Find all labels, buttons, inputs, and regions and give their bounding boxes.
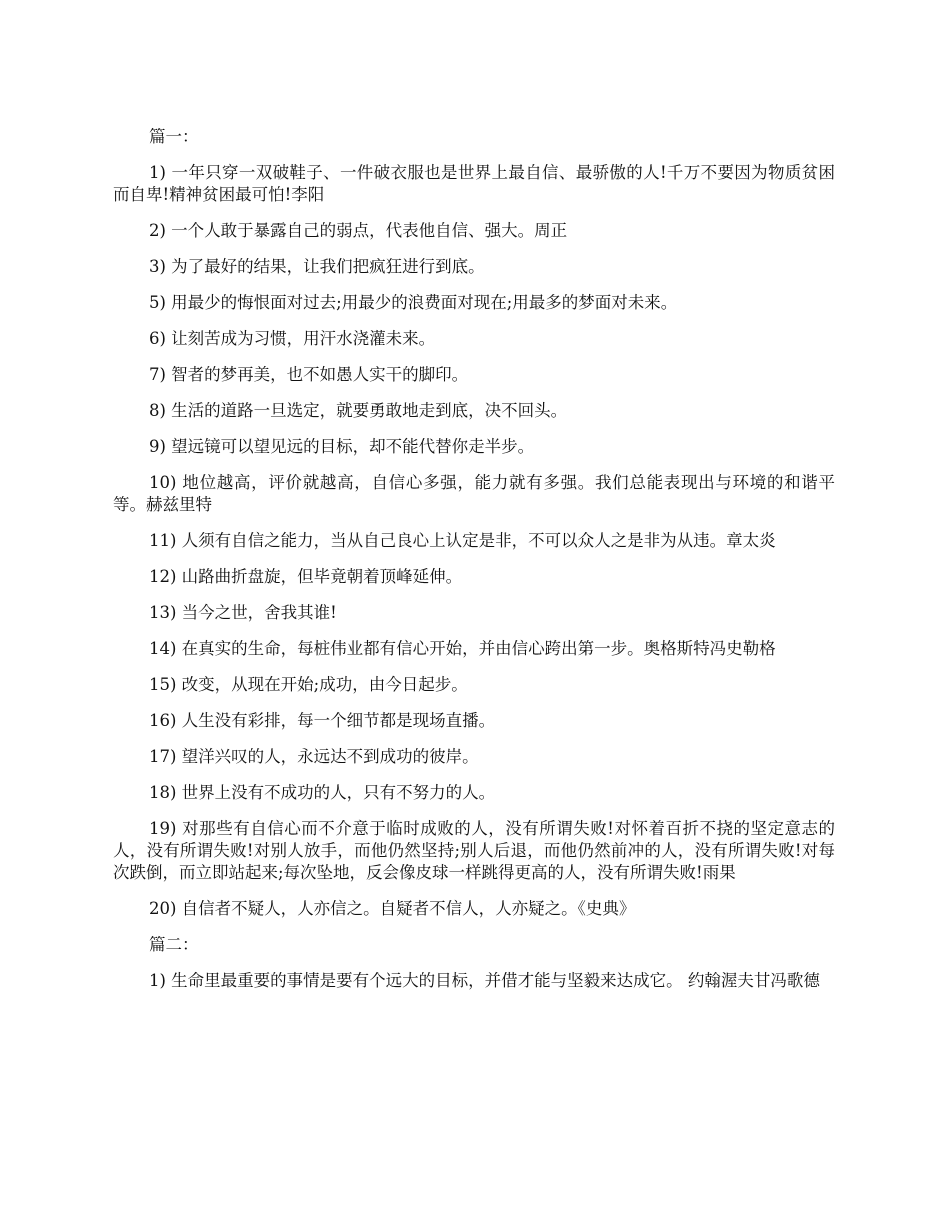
quote-paragraph: 16) 人生没有彩排，每一个细节都是现场直播。 (149, 711, 496, 730)
quote-paragraph: 19) 对那些有自信心而不介意于临时成败的人，没有所谓失败!对怀着百折不挠的坚定意志的人，没有所谓失败!对别人放手，而他仍然坚持;别人后退，而他仍然前冲的人，没有所谓失败!对每次跌倒，而立即站起来;每次坠地，反会像皮球一样跳得更高的人，没有所谓失败!雨果 (113, 819, 835, 882)
quote-paragraph: 10) 地位越高，评价就越高，自信心多强，能力就有多强。我们总能表现出与环境的和谐平等。赫兹里特 (113, 473, 835, 514)
section-heading: 篇一： (149, 127, 199, 146)
quote-paragraph: 13) 当今之世，舍我其谁! (149, 603, 337, 622)
quote-paragraph: 15) 改变，从现在开始;成功，由今日起步。 (149, 675, 468, 694)
quote-paragraph: 8) 生活的道路一旦选定，就要勇敢地走到底，决不回头。 (149, 401, 568, 420)
quote-paragraph: 5) 用最少的悔恨面对过去;用最少的浪费面对现在;用最多的梦面对未来。 (149, 293, 678, 312)
quote-paragraph: 2) 一个人敢于暴露自己的弱点，代表他自信、强大。周正 (149, 221, 568, 240)
document-body (113, 126, 835, 1006)
section-heading: 篇二： (149, 935, 199, 954)
quote-paragraph: 1) 生命里最重要的事情是要有个远大的目标，并借才能与坚毅来达成它。 约翰渥夫甘冯歌德 (149, 971, 820, 990)
quote-paragraph: 3) 为了最好的结果，让我们把疯狂进行到底。 (149, 257, 485, 276)
quote-paragraph: 20) 自信者不疑人，人亦信之。自疑者不信人，人亦疑之。《史典》 (149, 899, 636, 918)
quote-paragraph: 12) 山路曲折盘旋，但毕竟朝着顶峰延伸。 (149, 567, 463, 586)
quote-paragraph: 18) 世界上没有不成功的人，只有不努力的人。 (149, 783, 496, 802)
quote-paragraph: 6) 让刻苦成为习惯，用汗水浇灌未来。 (149, 329, 436, 348)
quote-paragraph: 1) 一年只穿一双破鞋子、一件破衣服也是世界上最自信、最骄傲的人!千万不要因为物质贫困而自卑!精神贫困最可怕!李阳 (113, 163, 835, 204)
quote-paragraph: 17) 望洋兴叹的人，永远达不到成功的彼岸。 (149, 747, 479, 766)
quote-paragraph: 11) 人须有自信之能力，当从自己良心上认定是非，不可以众人之是非为从违。章太炎 (149, 531, 776, 550)
quote-paragraph: 7) 智者的梦再美，也不如愚人实干的脚印。 (149, 365, 469, 384)
quote-paragraph: 14) 在真实的生命，每桩伟业都有信心开始，并由信心跨出第一步。奥格斯特冯史勒格 (149, 639, 776, 658)
quote-paragraph: 9) 望远镜可以望见远的目标，却不能代替你走半步。 (149, 437, 535, 456)
